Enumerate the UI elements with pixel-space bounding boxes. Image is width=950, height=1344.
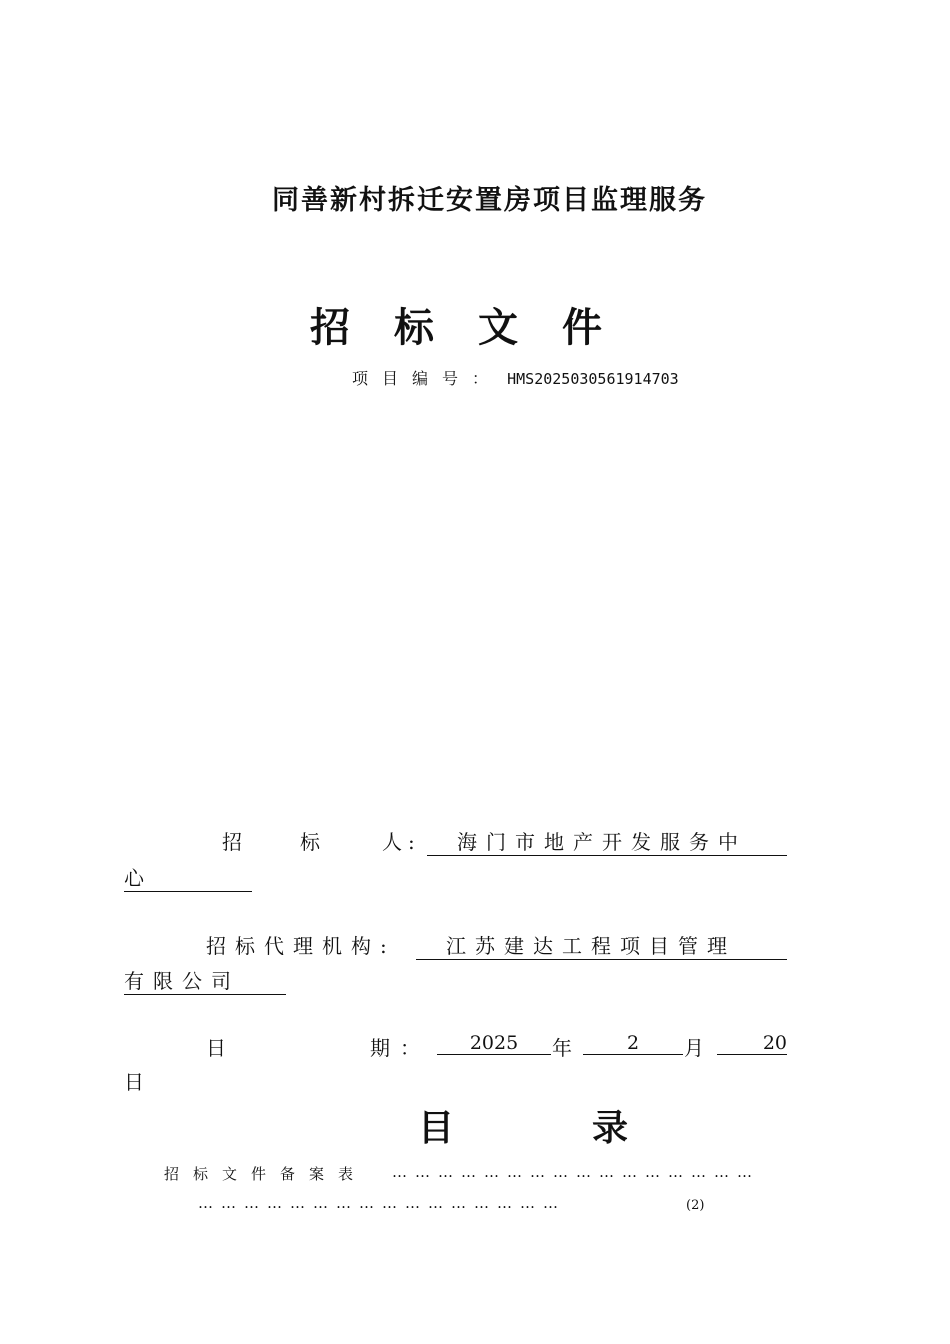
agency-value bbox=[416, 930, 787, 960]
date-colon: ： bbox=[400, 1036, 420, 1060]
agency-label: 招标代理机构: bbox=[206, 934, 396, 958]
tenderer-label-char: 招 bbox=[222, 830, 242, 854]
tenderer-value-continued: 心 bbox=[124, 862, 252, 892]
toc-page-number[interactable]: (2) bbox=[686, 1198, 705, 1213]
tenderer-value bbox=[427, 826, 787, 856]
date-day-unit: 日 bbox=[124, 1070, 144, 1094]
agency-value-continued: 有限公司 bbox=[124, 965, 286, 995]
toc-leader-dots: ………………………………………… bbox=[198, 1194, 566, 1212]
tenderer-value-line1: 海门市地产开发服务中 bbox=[457, 830, 747, 854]
project-number-label: 项目编号： bbox=[352, 369, 503, 388]
date-year: 2025 bbox=[437, 1032, 551, 1055]
document-title: 招标文件 bbox=[310, 304, 646, 351]
date-label-period: 期 bbox=[370, 1036, 390, 1060]
date-month-unit: 月 bbox=[684, 1036, 704, 1060]
agency-value-line1: 江苏建达工程项目管理 bbox=[446, 934, 736, 958]
tenderer-label bbox=[222, 826, 415, 855]
tenderer-label-char: 人 bbox=[382, 830, 402, 854]
project-number bbox=[352, 366, 679, 389]
toc-title: 目录 bbox=[418, 1107, 767, 1149]
date-label-day: 日 bbox=[206, 1036, 226, 1060]
toc-leader-dots: ………………………………………… bbox=[392, 1163, 760, 1181]
tenderer-label-char: 标 bbox=[300, 830, 320, 854]
date-month: 2 bbox=[583, 1032, 683, 1055]
toc-entry-label[interactable]: 招标文件备案表 bbox=[164, 1165, 368, 1183]
date-day: 20 bbox=[717, 1032, 787, 1055]
project-number-value: HMS2025030561914703 bbox=[507, 370, 679, 388]
date-year-unit: 年 bbox=[552, 1036, 572, 1060]
tenderer-colon: : bbox=[408, 830, 415, 854]
project-title: 同善新村拆迁安置房项目监理服务 bbox=[272, 185, 707, 216]
